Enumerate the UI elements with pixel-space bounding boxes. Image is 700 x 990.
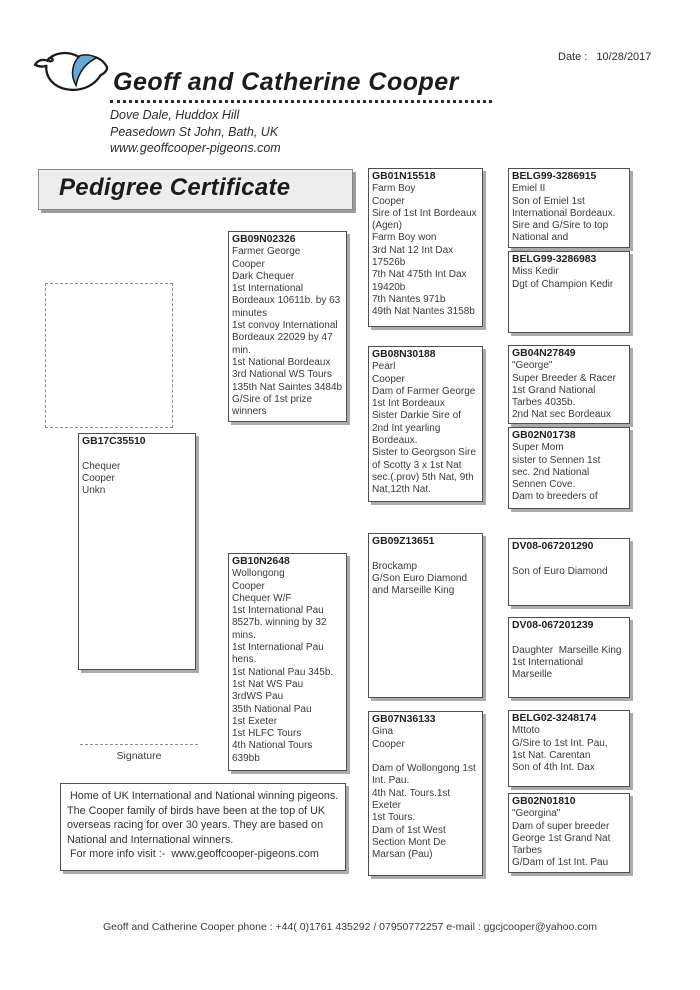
certificate-title: Pedigree Certificate [59,174,291,201]
pedigree-box-gb09z13651 [368,533,483,698]
ring-number: BELG99-3286915 [512,171,597,182]
footer-contact: Geoff and Catherine Cooper phone : +44( 0)1761 435292 / 07950772257 e-mail : ggcjcooper@yahoo.com [102,921,598,933]
date-row [558,51,651,63]
pedigree-details: "Georgina" Dam of super breeder George 1st Grand Nat Tarbes G/Dam of 1st Int. Pau [512,808,611,869]
pedigree-box-dv08-067201239 [508,617,630,698]
ring-number: BELG02-3248174 [512,713,597,724]
signature-line [80,744,198,745]
pedigree-details: Pearl Cooper Dam of Farmer George 1st Int Bordeaux Sister Darkie Sire of 2nd Int yearling Bordeaux. Sister to Georgson Sire of Scotty 3 x 1st Nat sec.(.prov) 5th Nat, 9th Nat,12th Nat. [372,361,476,496]
pedigree-box-dv08-067201290 [508,538,630,606]
ring-number: GB07N36133 [372,714,436,725]
pedigree-details: Wollongong Cooper Chequer W/F 1st International Pau 8527b. winning by 32 mins. 1st International Pau hens. 1st National Pau 345b. 1st Nat WS Pau 3rdWS Pau 35th National Pau 1st Exeter 1st HLFC Tours 4th National Tours 639bb [232,568,334,764]
loft-address [110,107,281,157]
website-text: www.geoffcooper-pigeons.com [110,141,281,155]
ring-number: GB09N02326 [232,234,296,245]
ring-number: GB10N2648 [232,556,290,567]
photo-placeholder [45,283,173,428]
date-value: 10/28/2017 [596,51,652,63]
pedigree-box-gb02n01738 [508,427,630,509]
loft-info-box: Home of UK International and National winning pigeons. The Cooper family of birds have been at the top of UK overseas racing for over 30 years. They are based on National and International winners. For more info visit :- www.geoffcooper-pigeons.com [60,783,346,871]
address-line-2: Peasedown St John, Bath, UK [110,124,279,139]
dotted-divider [110,100,492,103]
pedigree-details: Miss Kedir Dgt of Champion Kedir [512,266,614,290]
pedigree-box-gb01n15518 [368,168,483,327]
ring-number: GB08N30188 [372,349,436,360]
ring-number: BELG99-3286983 [512,254,597,265]
ring-number: GB02N01810 [512,796,576,807]
ring-number: GB09Z13651 [372,536,435,547]
ring-number: GB17C35510 [82,436,146,447]
pedigree-details: Farm Boy Cooper Sire of 1st Int Bordeaux (Agen) Farm Boy won 3rd Nat 12 Int Dax 17526b 7th Nat 475th Int Dax 19420b 7th Nantes 971b 49th Nat Nantes 3158b [372,183,477,318]
pedigree-box-belg02-3248174 [508,710,630,787]
pedigree-details: Chequer Cooper Unkn [82,460,121,497]
ring-number: DV08-067201239 [512,620,594,631]
pedigree-box-gb17c35510 [78,433,196,670]
pedigree-box-gb07n36133 [368,711,483,876]
pedigree-box-belg99-3286915 [508,168,630,248]
ring-number: GB02N01738 [512,430,576,441]
ring-number: GB01N15518 [372,171,436,182]
pedigree-details: Son of Euro Diamond [512,565,608,577]
pedigree-box-gb10n2648 [228,553,347,771]
signature-label: Signature [116,750,162,762]
pedigree-details: "George" Super Breeder & Racer 1st Grand National Tarbes 4035b. 2nd Nat sec Bordeaux [512,360,616,421]
pedigree-details: Super Mom sister to Sennen 1st sec. 2nd National Sennen Cove. Dam to breeders of [512,442,601,503]
pedigree-box-gb08n30188 [368,346,483,502]
address-line-1: Dove Dale, Huddox Hill [110,108,240,122]
pedigree-box-gb09n02326 [228,231,347,422]
date-label: Date : [558,51,588,63]
dove-logo-icon [33,42,113,102]
pedigree-box-gb04n27849 [508,345,630,424]
loft-name-title: Geoff and Catherine Cooper [113,68,459,96]
pedigree-details: Brockamp G/Son Euro Diamond and Marseille King [372,560,468,597]
pedigree-box-gb02n01810 [508,793,630,873]
pedigree-details: Farmer George Cooper Dark Chequer 1st International Bordeaux 10611b. by 63 minutes 1st convoy International Bordeaux 22029 by 47 min. 1st National Bordeaux 3rd National WS Tours 135th Nat Saintes 3484b G/Sire of 1st prize winners [232,246,343,418]
certificate-title-box [38,169,353,210]
pedigree-details: Emiel II Son of Emiel 1st International Bordeaux. Sire and G/Sire to top National and [512,183,616,244]
pedigree-details: Gina Cooper Dam of Wollongong 1st Int. Pau. 4th Nat. Tours.1st Exeter 1st Tours. Dam of 1st West Section Mont De Marsan (Pau) [372,726,476,861]
pedigree-details: Daughter Marseille King 1st International Marseille [512,644,622,681]
ring-number: DV08-067201290 [512,541,594,552]
ring-number: GB04N27849 [512,348,576,359]
pedigree-details: Mttoto G/Sire to 1st Int. Pau, 1st Nat. Carentan Son of 4th Int. Dax [512,725,608,774]
pedigree-box-belg99-3286983 [508,251,630,333]
